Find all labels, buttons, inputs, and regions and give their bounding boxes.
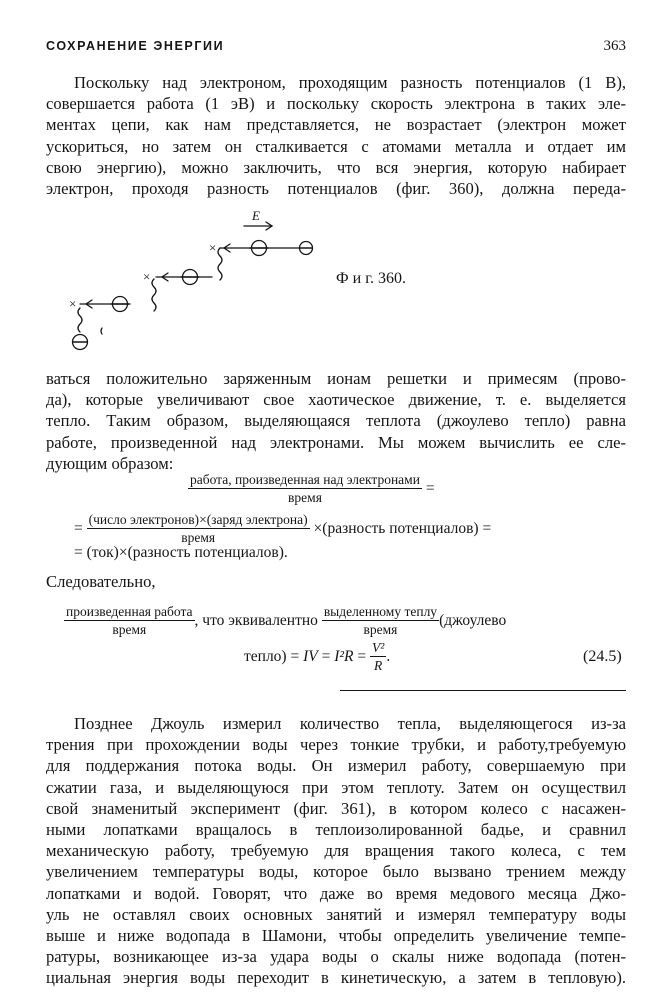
denominator: время: [112, 622, 147, 637]
page-header: [46, 36, 626, 60]
ion-marker: ×: [69, 296, 77, 311]
i2r-term: I²R: [334, 647, 354, 665]
equals-sign: =: [321, 647, 331, 665]
denominator: время: [181, 530, 216, 545]
equals-sign: =: [482, 519, 492, 537]
numerator: работа, произведенная над электронами: [190, 472, 420, 487]
page-number: 363: [603, 38, 626, 54]
text-line: трения при прохождении воды через тонкие трубки, и работу,требуемую: [46, 735, 626, 755]
electron-ion-diagram: [62, 206, 332, 356]
text-line: для поддержания потока воды. Он измерил работу, совершаемую при: [46, 756, 626, 776]
text-line: ментах цепи, как нам представляется, не возрастает (электрон может: [46, 115, 626, 135]
equation-number: (24.5): [583, 648, 622, 665]
text-line: дующим образом:: [46, 453, 174, 473]
text-line: Поскольку над электроном, проходящим разность потенциалов (1 В),: [74, 73, 626, 92]
numerator: произведенная работа: [66, 604, 193, 619]
paragraph-joule-experiment: [46, 713, 626, 988]
times-sign: ×: [118, 544, 128, 562]
figure-caption: Ф и г. 360.: [336, 270, 406, 287]
text-line: электрон, проходя разность потенциалов (фиг. 360), должна переда-: [46, 178, 626, 198]
text-line: ваться положительно заряженным ионам решетки и примесям (прово-: [46, 369, 626, 388]
text-line: свой знаменитый эксперимент (фиг. 361), в котором колесо с насажен-: [46, 798, 626, 818]
denominator: R: [374, 658, 383, 673]
text-line: механическую работу, требуемую для вращения такого колеса, с тем: [46, 841, 626, 861]
period: .: [386, 647, 391, 665]
text-line: циальная энергия воды переходит в кинетическую, а затем в тепловую).: [46, 968, 626, 988]
text-line: ускориться, но затем он сталкивается с атомами металла и отдает им: [46, 136, 626, 156]
text-line: выше и ниже водопада в Шамони, чтобы определить увеличение темпе-: [46, 925, 626, 945]
numerator: V²: [372, 640, 385, 655]
joule-open: (джоулево: [439, 611, 507, 629]
spring-middle: [152, 279, 156, 311]
current: (ток): [86, 544, 119, 562]
fraction: [64, 604, 195, 637]
spring-top: [218, 248, 222, 280]
text-line: ратуры, возникающее из-за удара воды о скалы ниже водопада (потен-: [46, 947, 626, 967]
fraction: [188, 472, 422, 505]
section-divider: [340, 690, 626, 691]
formula-charge-product: [74, 512, 491, 545]
equals-sign: =: [425, 479, 435, 497]
text-line: ными лопатками вращалось в теплоизолированной бадье, и сравнил: [46, 819, 626, 839]
times-sign: ×: [199, 512, 207, 527]
electron-count: (число электронов): [88, 512, 200, 527]
text-line: лопатками и водой. Говорят, что даже во время медового месяца Джо-: [46, 883, 626, 903]
text-line: тепло. Таким образом, выделяющаяся теплота (джоулево тепло) равна: [46, 411, 626, 431]
spring-bottom: [78, 308, 82, 332]
heat-close: тепло) =: [244, 647, 300, 665]
ion-marker: ×: [209, 240, 217, 255]
times-sign: ×: [313, 519, 323, 537]
numerator: [87, 512, 310, 529]
potential-difference: (разность потенциалов): [322, 519, 479, 537]
numerator: выделенному теплу: [323, 604, 438, 619]
ion-marker: ×: [143, 269, 151, 284]
electron-charge: (заряд электрона): [206, 512, 308, 527]
therefore-text: Следовательно,: [46, 572, 156, 591]
potential-difference: (разность потенциалов).: [127, 544, 288, 562]
equivalent-text: , что эквивалентно: [194, 611, 318, 629]
text-line: работе, произведенной над электронами. Мы можем вычислить ее сле-: [46, 432, 626, 452]
text-line: Позднее Джоуль измерил количество тепла, выделяющегося из-за: [74, 714, 626, 733]
text-line: свою энергию), можно заключить, что вся энергия, которую набирает: [46, 157, 626, 177]
equals-sign: =: [74, 519, 83, 537]
text-line: сжатии газа, и выделяющуюся при этом теплоту. Затем он осуществил: [46, 777, 626, 797]
denominator: время: [363, 622, 398, 637]
formula-ohm-heat: [244, 640, 390, 673]
paragraph-joule-heat: [46, 368, 626, 474]
equals-sign: =: [74, 544, 83, 562]
fraction: [87, 512, 310, 545]
formula-work-per-time: [188, 472, 435, 505]
field-label: E: [252, 208, 260, 223]
iv-term: IV: [303, 647, 318, 665]
tick-mark: [101, 328, 102, 334]
fraction: [322, 604, 439, 637]
figure-360-electron-collisions: [62, 206, 332, 356]
paragraph-electron-work: [46, 72, 626, 199]
equals-sign: =: [357, 647, 367, 665]
text-line: уль не оставлял своих основных занятий и измерял температуру воды: [46, 904, 626, 924]
denominator: время: [288, 490, 322, 505]
formula-current-product: [74, 544, 288, 562]
fraction: [370, 640, 386, 673]
text-line: да), которые увеличивают свое хаотическое движение, т. е. выделяется: [46, 390, 626, 410]
formula-joule-heat: [64, 604, 506, 637]
text-line: совершается работа (1 эВ) и поскольку скорость электрона в таких эле-: [46, 94, 626, 114]
text-line: увеличением температуры воды, которое было вызвано трением между: [46, 862, 626, 882]
running-title: СОХРАНЕНИЕ ЭНЕРГИИ: [46, 39, 225, 53]
